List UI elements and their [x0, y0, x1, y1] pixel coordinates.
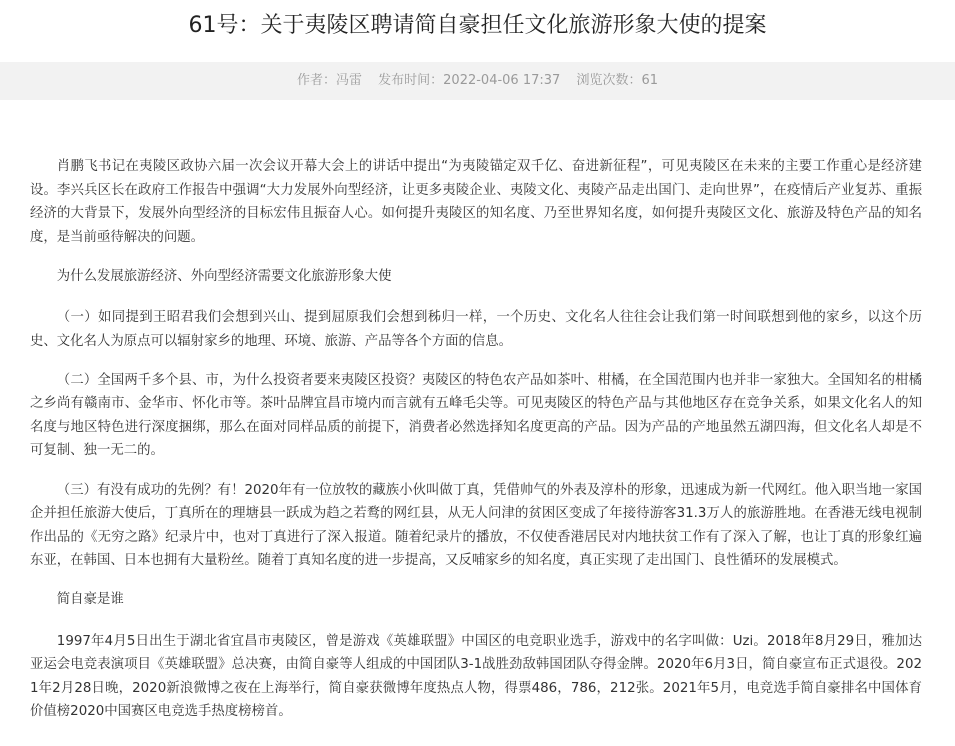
paragraph-point-1: （一）如同提到王昭君我们会想到兴山、提到屈原我们会想到秭归一样，一个历史、文化名人往往会让我们第一时间联想到他的家乡，以这个历史、文化名人为原点可以辐射家乡的地理、环境、旅游、产品等各个方面的信息。	[30, 309, 922, 349]
article-body	[30, 155, 922, 739]
page-title: 61号：关于夷陵区聘请简自豪担任文化旅游形象大使的提案	[188, 13, 767, 38]
section-heading-who: 简自豪是谁	[56, 592, 124, 608]
author-label: 作者：冯雷	[297, 73, 363, 88]
paragraph-point-3: （三）有没有成功的先例？有！2020年有一位放牧的藏族小伙叫做丁真，凭借帅气的外表及淳朴的形象，迅速成为新一代网红。他入职当地一家国企并担任旅游大使后，丁真所在的理塘县一跃成为趋之若鹜的网红县，从无人问津的贫困区变成了年接待游客31.3万人的旅游胜地。在香港无线电视制作出品的《无穷之路》纪录片中，也对丁真进行了深入报道。随着纪录片的播放，不仅使香港居民对内地扶贫工作有了深入了解，也让丁真的形象红遍东亚，在韩国、日本也拥有大量粉丝。随着丁真知名度的进一步提高，又反哺家乡的知名度，真正实现了走出国门、良性循环的发展模式。	[30, 482, 922, 569]
article-meta-bar	[0, 62, 955, 100]
paragraph-biography: 1997年4月5日出生于湖北省宜昌市夷陵区，曾是游戏《英雄联盟》中国区的电竞职业选手，游戏中的名字叫做：Uzi。2018年8月29日，雅加达亚运会电竞表演项目《英雄联盟》总决赛，由简自豪等人组成的中国团队3-1战胜劲敌韩国团队夺得金牌。2020年6月3日，简自豪宣布正式退役。2021年2月28日晚，2020新浪微博之夜在上海举行，简自豪获微博年度热点人物，得票486，786，212张。2021年5月，电竞选手简自豪排名中国体育价值榜2020中国赛区电竞选手热度榜榜首。	[30, 633, 922, 720]
publish-time: 发布时间：2022-04-06 17:37	[378, 73, 561, 88]
view-count: 浏览次数：61	[576, 73, 658, 88]
paragraph-point-2: （二）全国两千多个县、市，为什么投资者要来夷陵区投资？夷陵区的特色农产品如茶叶、柑橘，在全国范围内也并非一家独大。全国知名的柑橘之乡尚有赣南市、金华市、怀化市等。茶叶品牌宜昌市境内而言就有五峰毛尖等。可见夷陵区的特色产品与其他地区存在竞争关系，如果文化名人的知名度与地区特色进行深度捆绑，那么在面对同样品质的前提下，消费者必然选择知名度更高的产品。因为产品的产地虽然五湖四海，但文化名人却是不可复制、独一无二的。	[30, 372, 922, 459]
paragraph-intro: 肖鹏飞书记在夷陵区政协六届一次会议开幕大会上的讲话中提出“为夷陵锚定双千亿、奋进新征程”，可见夷陵区在未来的主要工作重心是经济建设。李兴兵区长在政府工作报告中强调“大力发展外向型经济，让更多夷陵企业、夷陵文化、夷陵产品走出国门、走向世界”，在疫情后产业复苏、重振经济的大背景下，发展外向型经济的目标宏伟且振奋人心。如何提升夷陵区的知名度、乃至世界知名度，如何提升夷陵区文化、旅游及特色产品的知名度，是当前亟待解决的问题。	[30, 159, 922, 245]
section-heading-why: 为什么发展旅游经济、外向型经济需要文化旅游形象大使	[56, 268, 392, 284]
